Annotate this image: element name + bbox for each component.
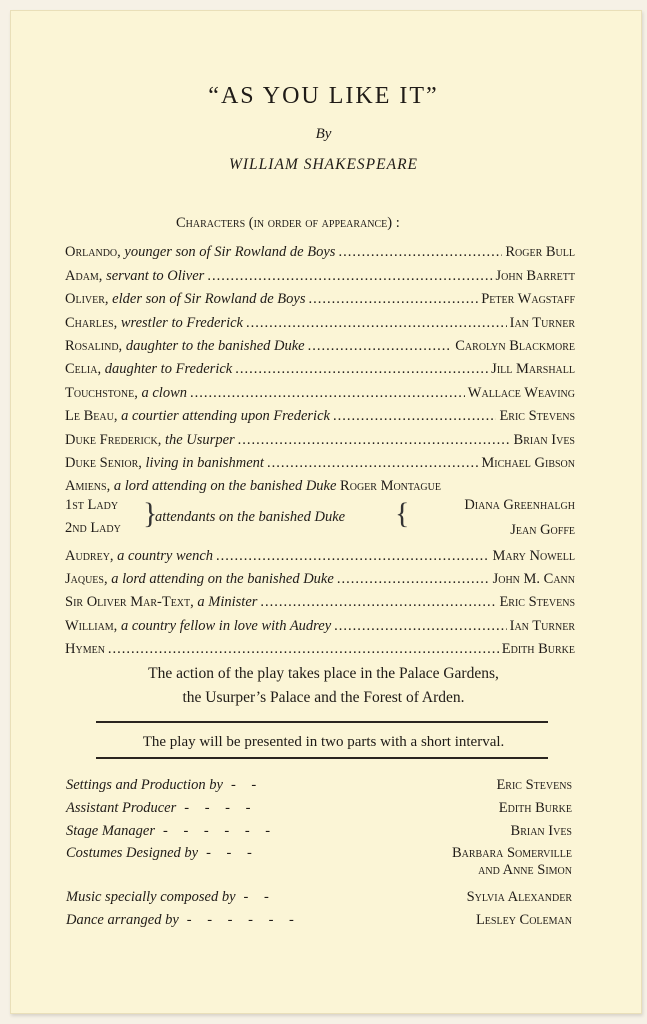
- character-name: Duke Frederick,: [65, 431, 162, 448]
- credit-name: Edith Burke: [498, 800, 572, 816]
- character-name: Oliver,: [65, 291, 109, 308]
- character-name: Audrey,: [65, 547, 114, 564]
- setting-line-2: the Usurper’s Palace and the Forest of Arden.: [182, 689, 465, 706]
- actor-name: John M. Cann: [492, 571, 575, 588]
- character-desc: a courtier attending upon Frederick: [121, 408, 330, 425]
- characters-heading: Characters (in order of appearance) :: [176, 215, 400, 231]
- cast-row: [65, 285, 575, 308]
- cast-row: [65, 402, 575, 425]
- production-credits: [66, 771, 572, 929]
- cast-row: [65, 378, 575, 401]
- cast-row: [65, 611, 575, 634]
- actor-name: Mary Nowell: [492, 547, 575, 564]
- credit-name-group: [452, 845, 572, 879]
- lady-1-name: 1st Lady: [65, 497, 119, 514]
- actor-name: Ian Turner: [509, 314, 575, 331]
- cast-row: [65, 565, 575, 588]
- credit-name: Brian Ives: [510, 823, 572, 839]
- character-name: Celia,: [65, 361, 102, 378]
- character-desc: a lord attending on the banished Duke: [113, 478, 337, 495]
- character-desc: a lord attending on the banished Duke: [111, 571, 334, 588]
- left-brace-icon: }: [143, 497, 158, 531]
- character-name: Hymen: [65, 641, 105, 658]
- actor-name: Edith Burke: [501, 641, 575, 658]
- actor-name: Roger Montague: [340, 478, 441, 495]
- character-desc: servant to Oliver: [106, 267, 205, 284]
- setting-line-1: The action of the play takes place in the Palace Gardens,: [148, 665, 499, 682]
- credit-dashes: - - - - - -: [186, 912, 300, 928]
- character-name: Sir Oliver Mar-Text,: [65, 594, 194, 611]
- credit-dashes: - - - -: [184, 800, 257, 816]
- cast-row: [65, 261, 575, 284]
- credit-role: Settings and Production by: [66, 777, 223, 793]
- divider-top: [96, 721, 548, 723]
- actor-name: Jean Goffe: [510, 522, 575, 539]
- ladies-desc: attendants on the banished Duke: [155, 509, 346, 526]
- cast-row: [65, 238, 575, 261]
- cast-row: [65, 635, 575, 658]
- credit-name: Barbara Somerville: [451, 845, 572, 861]
- cast-row: [65, 472, 575, 495]
- credit-dashes: - - -: [206, 845, 258, 861]
- actor-name: Carolyn Blackmore: [455, 337, 575, 354]
- credit-name: Eric Stevens: [496, 777, 572, 793]
- character-name: Le Beau,: [65, 408, 118, 425]
- cast-row: [65, 588, 575, 611]
- character-desc: a clown: [141, 384, 187, 401]
- play-title: “AS YOU LIKE IT”: [208, 83, 439, 109]
- character-desc: living in banishment: [145, 454, 264, 471]
- cast-row: [65, 425, 575, 448]
- credit-role: Music specially composed by: [66, 889, 236, 905]
- actor-name: Eric Stevens: [499, 408, 575, 425]
- character-desc: a country fellow in love with Audrey: [120, 617, 332, 634]
- right-brace-icon: {: [395, 497, 410, 531]
- actor-name: Peter Wagstaff: [481, 291, 575, 308]
- credit-row: [66, 906, 572, 929]
- character-desc: wrestler to Frederick: [120, 314, 243, 331]
- by-line: By: [315, 126, 332, 142]
- credit-row: [66, 883, 572, 906]
- credit-name-2: and Anne Simon: [478, 862, 572, 878]
- credit-dashes: - - - - - -: [163, 823, 277, 839]
- character-name: Orlando,: [65, 244, 121, 261]
- cast-row: [65, 355, 575, 378]
- character-desc: elder son of Sir Rowland de Boys: [112, 291, 306, 308]
- credit-row: [66, 817, 572, 840]
- credit-role: Assistant Producer: [66, 800, 177, 816]
- lady-2-name: 2nd Lady: [65, 520, 121, 537]
- credit-row: [66, 840, 572, 883]
- character-name: Touchstone,: [65, 384, 138, 401]
- character-name: William,: [65, 617, 118, 634]
- character-desc: younger son of Sir Rowland de Boys: [124, 244, 336, 261]
- credit-role: Stage Manager: [66, 823, 155, 839]
- cast-row: [65, 332, 575, 355]
- interval-note: The play will be presented in two parts with a short interval.: [142, 734, 505, 750]
- actor-name: Ian Turner: [509, 617, 575, 634]
- actor-name: John Barrett: [495, 267, 575, 284]
- character-desc: daughter to Frederick: [104, 361, 233, 378]
- actor-name: Jill Marshall: [491, 361, 575, 378]
- actor-name: Wallace Weaving: [467, 384, 575, 401]
- character-name: Duke Senior,: [65, 454, 142, 471]
- credit-role: Costumes Designed by: [66, 845, 199, 861]
- cast-row: [65, 449, 575, 472]
- divider-bottom: [96, 757, 548, 759]
- cast-row: [65, 308, 575, 331]
- credit-row: [66, 794, 572, 817]
- character-desc: the Usurper: [164, 431, 235, 448]
- character-name: Adam,: [65, 267, 103, 284]
- actor-name: Roger Bull: [505, 244, 575, 261]
- author-name: WILLIAM SHAKESPEARE: [228, 156, 419, 173]
- character-name: Amiens,: [65, 478, 111, 495]
- credit-role: Dance arranged by: [66, 912, 179, 928]
- ladies-group: [65, 495, 575, 541]
- credit-row: [66, 771, 572, 794]
- actor-name: Michael Gibson: [481, 454, 575, 471]
- actor-name: Diana Greenhalgh: [464, 497, 575, 514]
- cast-row: [65, 541, 575, 564]
- credit-name: Lesley Coleman: [475, 912, 572, 928]
- credit-dashes: - -: [243, 889, 275, 905]
- character-name: Rosalind,: [65, 337, 123, 354]
- credit-name: Sylvia Alexander: [466, 889, 572, 905]
- character-name: Charles,: [65, 314, 118, 331]
- cast-list: [65, 238, 575, 658]
- character-desc: a Minister: [197, 594, 258, 611]
- character-desc: a country wench: [117, 547, 214, 564]
- character-name: Jaques,: [65, 571, 108, 588]
- actor-name: Eric Stevens: [499, 594, 575, 611]
- character-desc: daughter to the banished Duke: [125, 337, 305, 354]
- actor-name: Brian Ives: [513, 431, 575, 448]
- credit-dashes: - -: [230, 777, 263, 793]
